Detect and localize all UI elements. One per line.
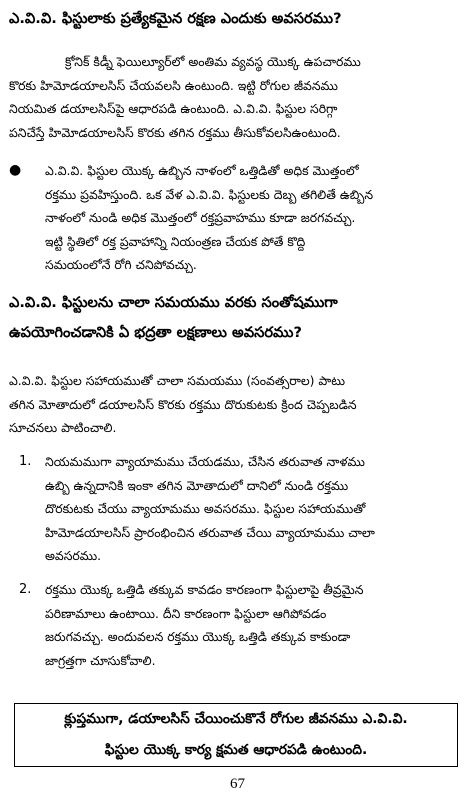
page-number: 67 [230, 776, 245, 792]
bullet-line: ఎ.వి.వి. ఫిస్టుల యొక్క ఉబ్బిన నాళంలో ఒత్తిడితో అధిక మొత్తంలో [45, 163, 359, 178]
item-line: రక్తము యొక్క ఒత్తిడి తక్కువ కావడం కారణంగా ఫిస్టులాపై తీవ్రమైన [45, 582, 364, 597]
bullet-icon: ● [9, 162, 22, 178]
paragraph-line: క్రోనిక్ కిడ్నీ ఫెయిల్యూర్‌లో అంతిమ వ్యవస్థ యొక్క ఉపచారము [65, 54, 361, 69]
item-text [45, 578, 466, 672]
summary-line: క్లుప్తముగా, డయాలసిస్ చేయించుకొనే రోగుల జీవనము ఎ.వి.వి. [64, 711, 408, 727]
paragraph-line: సూచనలు పాటించాలి. [9, 420, 117, 435]
item-line: దొరకుటకు చేయు వ్యాయామము అవసరము. ఫిస్టుల సహాయముతో [45, 501, 366, 516]
item-line: హిమోడయాలసిస్ ప్రారంభించిన తరువాత చేయి వ్యాయామము చాలా [45, 524, 375, 540]
item-number: 2. [19, 582, 32, 597]
bullet-text [45, 159, 466, 277]
section-heading-safety-line-1: ఎ.వి.వి. ఫిస్టులను చాలా సమయము వరకు సంతోషముగా [9, 294, 338, 311]
item-line: అవసరము. [45, 548, 102, 563]
intro-paragraph [9, 50, 466, 144]
paragraph-line: కొరకు హిమోడయాలసిస్ చేయవలసి ఉంటుంది. ఇట్టి రోగుల జీవనము [9, 77, 338, 93]
bullet-line: సమయంలోనే రోగి చనిపోవచ్చు. [45, 257, 197, 272]
summary-line: ఫిస్టుల యొక్క కార్య క్షమత ఆధారపడి ఉంటుంది. [104, 742, 368, 758]
paragraph-line: పనిచేస్తే హిమోడయాలసిస్ కొరకు తగిన రక్తము తీసుకోవలసిఉంటుంది. [9, 124, 341, 140]
item-text [45, 450, 466, 568]
paragraph-line: తగిన మోతాదులో డయాలసిస్ కొరకు రక్తము దొరుకుటకు క్రింద చెప్పబడిన [9, 396, 357, 412]
item-number: 1. [19, 454, 32, 469]
section-heading-safety-line-2: ఉపయోగించడానికి ఏ భద్రతా లక్షణాలు అవసరము? [9, 324, 302, 341]
summary-box [14, 703, 458, 767]
bullet-line: ఇట్టి స్థితిలో రక్త ప్రవాహాన్ని నియంత్రణ చేయక పోతే కొద్ది [45, 233, 306, 249]
item-line: పరిణామాలు ఉంటాయి. దీని కారణంగా ఫిస్టులా ఆగిపోవడం [45, 605, 327, 621]
safety-intro-paragraph [9, 369, 466, 440]
item-line: ఉబ్బి ఉన్నదానికి ఇంకా తగిన మోతాదులో దానిలో నుండి రక్తము [45, 477, 349, 493]
item-line: జరుగవచ్చు. అందువలన రక్తము యొక్క ఒత్తిడి తక్కువ కాకుండా [45, 629, 351, 644]
item-line: జాగ్రత్తగా చూసుకోవాలి. [45, 652, 156, 668]
item-line: నియమముగా వ్యాయామము చేయడము, చేసిన తరువాత నాళము [45, 454, 365, 469]
bullet-line: నాళంలో నుండి అధిక మొత్తంలో రక్తప్రవాహము కూడా జరగవచ్చు. [45, 210, 356, 225]
bullet-line: రక్తము ప్రవహిస్తుంది. ఒక వేళ ఎ.వి.వి. ఫిస్టులకు దెబ్బ తగిలితే ఉబ్బిన [45, 186, 374, 202]
paragraph-line: ఎ.వి.వి. ఫిస్టుల సహాయముతో చాలా సమయము (సంవత్సరాల) పాటు [9, 373, 346, 388]
paragraph-line: నియమిత డయాలసిస్‌పై ఆధారపడి ఉంటుంది. ఎ.వి.వి. ఫిస్టుల సరిగ్గా [9, 101, 338, 116]
section-heading-why-protection: ఎ.వి.వి. ఫిస్టులాకు ప్రత్యేకమైన రక్షణ ఎందుకు అవసరము? [9, 10, 342, 27]
